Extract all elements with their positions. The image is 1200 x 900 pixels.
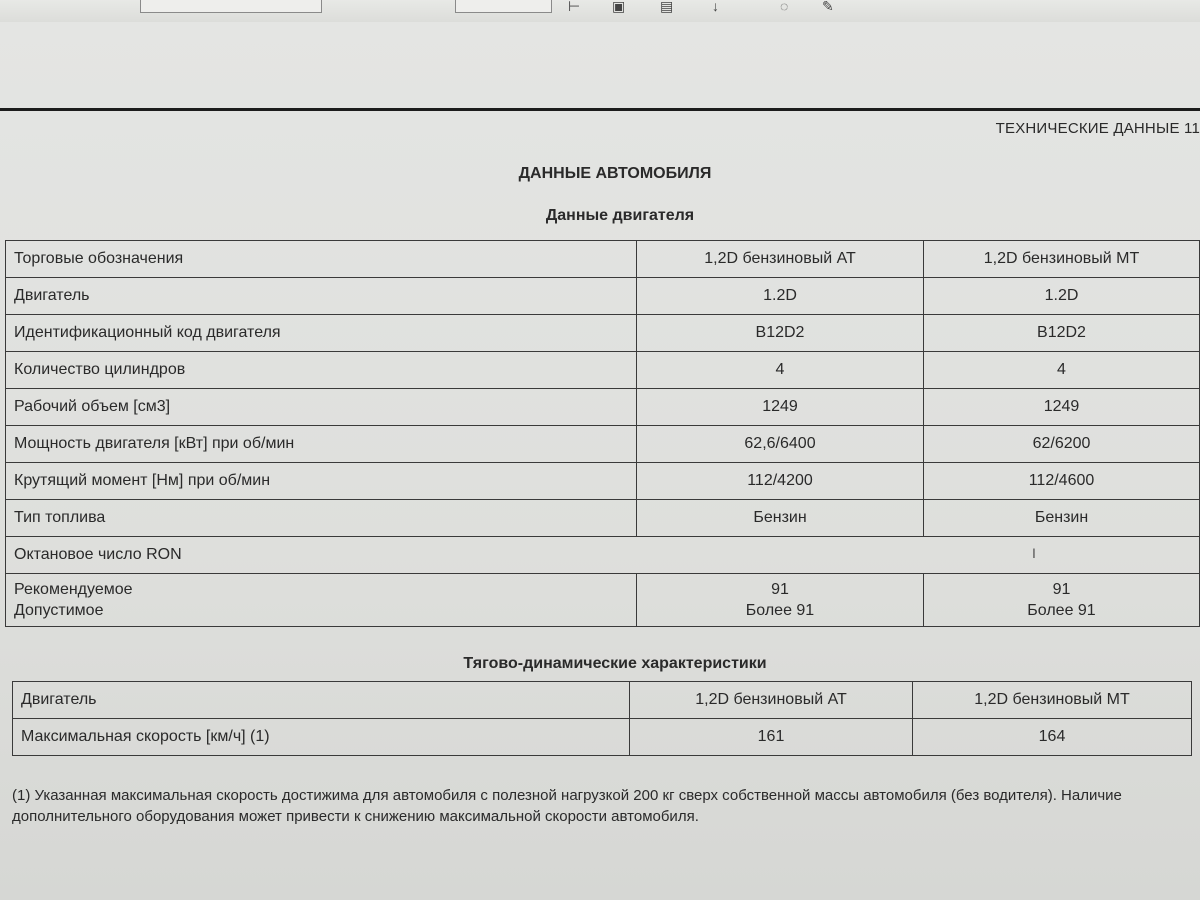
table-cell: Двигатель bbox=[6, 278, 637, 315]
octane-value: 91 bbox=[1052, 581, 1071, 598]
comment-icon[interactable]: ◌ bbox=[780, 0, 789, 14]
table-cell: Тип топлива bbox=[6, 500, 637, 537]
toolbar-field[interactable] bbox=[140, 0, 322, 13]
table-cell: 4 bbox=[637, 352, 924, 389]
download-arrow-icon[interactable]: ↓ bbox=[712, 0, 719, 14]
table-cell: Количество цилиндров bbox=[6, 352, 637, 389]
table-cell: 1,2D бензиновый МТ bbox=[913, 682, 1192, 719]
octane-value: Более 91 bbox=[745, 602, 815, 619]
table-cell bbox=[637, 574, 924, 627]
table-cell: 1,2D бензиновый АТ bbox=[630, 682, 913, 719]
table-cell: Октановое число RON bbox=[6, 537, 1200, 574]
text-cursor-icon: I bbox=[1032, 545, 1036, 561]
toolbar-strip bbox=[0, 0, 1200, 22]
table-row bbox=[6, 574, 1200, 627]
table-header-row bbox=[6, 241, 1200, 278]
octane-value: 91 bbox=[771, 581, 789, 598]
table-cell: Мощность двигателя [кВт] при об/мин bbox=[6, 426, 637, 463]
table-header-row bbox=[13, 682, 1192, 719]
table-row bbox=[13, 719, 1192, 756]
pen-icon[interactable]: ✎ bbox=[822, 0, 834, 14]
table-row bbox=[6, 500, 1200, 537]
table-cell: 62/6200 bbox=[924, 426, 1200, 463]
table-cell: 112/4600 bbox=[924, 463, 1200, 500]
table-cell: 62,6/6400 bbox=[637, 426, 924, 463]
table-cell: B12D2 bbox=[924, 315, 1200, 352]
table-cell: 1249 bbox=[924, 389, 1200, 426]
table-cell: B12D2 bbox=[637, 315, 924, 352]
table-cell: Бензин bbox=[637, 500, 924, 537]
octane-allowed-label: Допустимое bbox=[14, 602, 104, 619]
octane-value: Более 91 bbox=[1027, 602, 1096, 619]
table-row bbox=[6, 537, 1200, 574]
table-row bbox=[6, 426, 1200, 463]
table-cell: 1.2D bbox=[924, 278, 1200, 315]
table-cell: 164 bbox=[913, 719, 1192, 756]
dynamic-table-title: Тягово-динамические характеристики bbox=[463, 655, 767, 672]
table-cell: 1,2D бензиновый МТ bbox=[924, 241, 1200, 278]
table-cell: Двигатель bbox=[13, 682, 630, 719]
table-row bbox=[6, 315, 1200, 352]
table-cell bbox=[6, 574, 637, 627]
table-row bbox=[6, 278, 1200, 315]
footnote: (1) Указанная максимальная скорость достижима для автомобиля с полезной нагрузкой 200 кг сверх собственной массы автомобиля (без водителя). Наличие дополнительного оборудования может привести к снижению максимальной скорости автомобиля. bbox=[12, 787, 1122, 825]
table-cell: Идентификационный код двигателя bbox=[6, 315, 637, 352]
header-rule bbox=[0, 108, 1200, 111]
page-header: ТЕХНИЧЕСКИЕ ДАННЫЕ 11 bbox=[995, 120, 1200, 137]
section-title: ДАННЫЕ АВТОМОБИЛЯ bbox=[518, 165, 712, 182]
table-cell: 4 bbox=[924, 352, 1200, 389]
table-cell bbox=[924, 574, 1200, 627]
table-cell: 1,2D бензиновый АТ bbox=[637, 241, 924, 278]
page-icon[interactable]: ▣ bbox=[612, 0, 626, 14]
engine-data-table bbox=[5, 240, 1200, 627]
engine-table-title: Данные двигателя bbox=[545, 207, 695, 224]
table-cell: Бензин bbox=[924, 500, 1200, 537]
table-cell: Торговые обозначения bbox=[6, 241, 637, 278]
dynamic-data-table bbox=[12, 681, 1192, 756]
table-row bbox=[6, 463, 1200, 500]
table-cell: 1249 bbox=[637, 389, 924, 426]
table-row bbox=[6, 389, 1200, 426]
table-cell: 112/4200 bbox=[637, 463, 924, 500]
table-cell: 1.2D bbox=[637, 278, 924, 315]
table-icon[interactable]: ▤ bbox=[660, 0, 674, 14]
table-cell: Крутящий момент [Нм] при об/мин bbox=[6, 463, 637, 500]
toolbar-field[interactable] bbox=[455, 0, 552, 13]
table-cell: Максимальная скорость [км/ч] (1) bbox=[13, 719, 630, 756]
octane-recommended-label: Рекомендуемое bbox=[14, 581, 133, 598]
table-row bbox=[6, 352, 1200, 389]
table-cell: 161 bbox=[630, 719, 913, 756]
table-cell: Рабочий объем [см3] bbox=[6, 389, 637, 426]
ruler-icon[interactable]: ⊢ bbox=[568, 0, 581, 14]
